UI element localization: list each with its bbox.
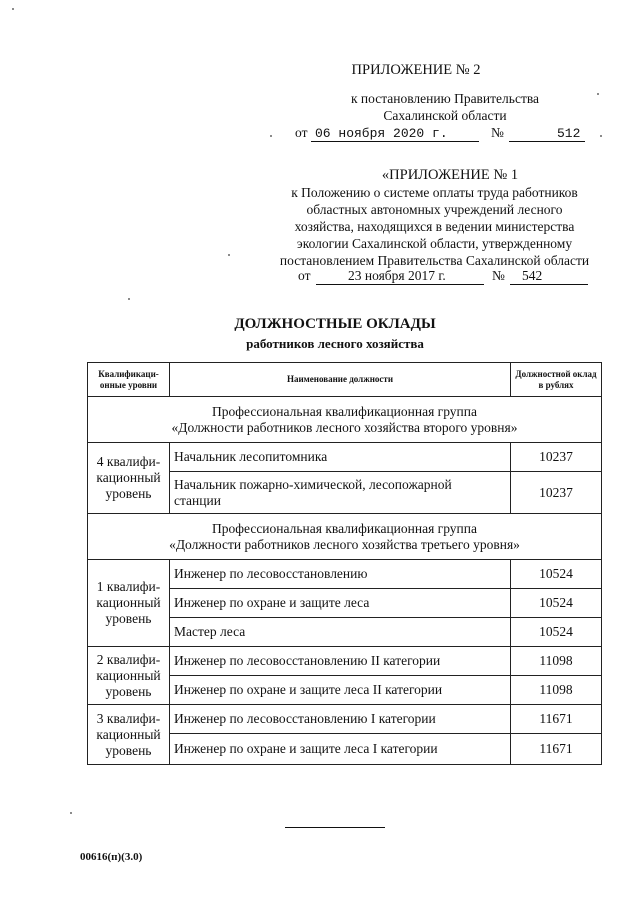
number-prefix: №	[492, 268, 505, 283]
footer-divider	[285, 827, 385, 828]
table-header-row	[88, 363, 602, 397]
appendix1-body-line: хозяйства, находящихся в ведении министерства	[294, 219, 575, 234]
appendix2-title: ПРИЛОЖЕНИЕ № 2	[351, 62, 481, 78]
header-position: Наименование должности	[170, 363, 511, 397]
appendix1-body-line: областных автономных учреждений лесного	[306, 202, 563, 217]
position-cell: Инженер по лесовосстановлению II категории	[170, 647, 511, 676]
date-prefix: от	[295, 125, 308, 140]
group-header-row	[88, 514, 602, 560]
header-salary: Должностной оклад в рублях	[511, 363, 602, 397]
level-cell: 1 квалифи-кационный уровень	[88, 560, 170, 647]
salary-cell: 11671	[511, 705, 602, 734]
table-row	[88, 560, 602, 589]
salary-cell: 10524	[511, 618, 602, 647]
level-cell: 2 квалифи-кационный уровень	[88, 647, 170, 705]
document-code: 00616(п)(3.0)	[80, 851, 143, 863]
table-row	[88, 443, 602, 472]
group2-line1: Профессиональная квалификационная группа	[212, 403, 477, 419]
appendix1-title: «ПРИЛОЖЕНИЕ № 1	[381, 167, 519, 183]
appendix2-line1: к постановлению Правительства	[350, 91, 540, 106]
date-underline	[316, 284, 484, 285]
position-cell: Инженер по охране и защите леса	[170, 589, 511, 618]
position-cell: Начальник лесопитомника	[170, 443, 511, 472]
document-title: ДОЛЖНОСТНЫЕ ОКЛАДЫ	[234, 316, 436, 332]
salary-cell: 11671	[511, 734, 602, 765]
date-prefix: от	[298, 268, 311, 283]
appendix2-line2: Сахалинской области	[383, 108, 507, 123]
position-cell: Мастер леса	[170, 618, 511, 647]
date-value: 23 ноября 2017 г.	[348, 268, 446, 283]
appendix1-body-line: к Положению о системе оплаты труда работников	[291, 185, 578, 200]
salary-cell: 10524	[511, 589, 602, 618]
salary-cell: 10237	[511, 443, 602, 472]
table-row	[88, 705, 602, 734]
appendix1-body-line: экологии Сахалинской области, утвержденному	[296, 236, 573, 251]
salary-cell: 11098	[511, 647, 602, 676]
position-cell: Инженер по лесовосстановлению	[170, 560, 511, 589]
scan-speck	[128, 298, 130, 300]
group2-header	[88, 397, 602, 443]
scan-speck	[270, 135, 272, 137]
salary-cell: 11098	[511, 676, 602, 705]
header-level: Квалификаци-онные уровни	[88, 363, 170, 397]
salary-cell: 10524	[511, 560, 602, 589]
position-cell: Инженер по охране и защите леса II категории	[170, 676, 511, 705]
number-value: 542	[522, 268, 543, 283]
number-prefix: №	[491, 125, 504, 140]
number-underline	[509, 141, 585, 142]
salary-table	[87, 362, 602, 765]
level-cell: 4 квалифи-кационный уровень	[88, 443, 170, 514]
date-value: 06 ноября 2020 г.	[315, 126, 448, 141]
group3-header	[88, 514, 602, 560]
number-underline	[510, 284, 588, 285]
scan-speck	[70, 812, 72, 814]
appendix1-body-line: постановлением Правительства Сахалинской области	[279, 253, 590, 268]
number-value: 512	[557, 126, 581, 141]
salary-cell: 10237	[511, 472, 602, 514]
scan-speck	[228, 254, 230, 256]
appendix1-body	[262, 184, 607, 269]
position-cell: Инженер по охране и защите леса I категории	[170, 734, 511, 765]
scan-speck	[12, 8, 14, 10]
group3-line1: Профессиональная квалификационная группа	[212, 520, 477, 536]
document-subtitle: работников лесного хозяйства	[246, 336, 424, 351]
level-cell: 3 квалифи-кационный уровень	[88, 705, 170, 765]
scan-speck	[600, 135, 602, 137]
position-line: Начальник пожарно-химической, лесопожарной	[174, 476, 452, 492]
position-line: станции	[174, 492, 221, 508]
group2-line2: «Должности работников лесного хозяйства второго уровня»	[171, 419, 518, 435]
group3-line2: «Должности работников лесного хозяйства третьего уровня»	[169, 536, 520, 552]
group-header-row	[88, 397, 602, 443]
position-cell: Инженер по лесовосстановлению I категории	[170, 705, 511, 734]
appendix1-date-row	[298, 268, 598, 288]
date-underline	[311, 141, 479, 142]
scan-speck	[597, 93, 599, 95]
appendix2-date-row	[295, 124, 595, 144]
table-row	[88, 647, 602, 676]
position-cell	[170, 472, 511, 514]
